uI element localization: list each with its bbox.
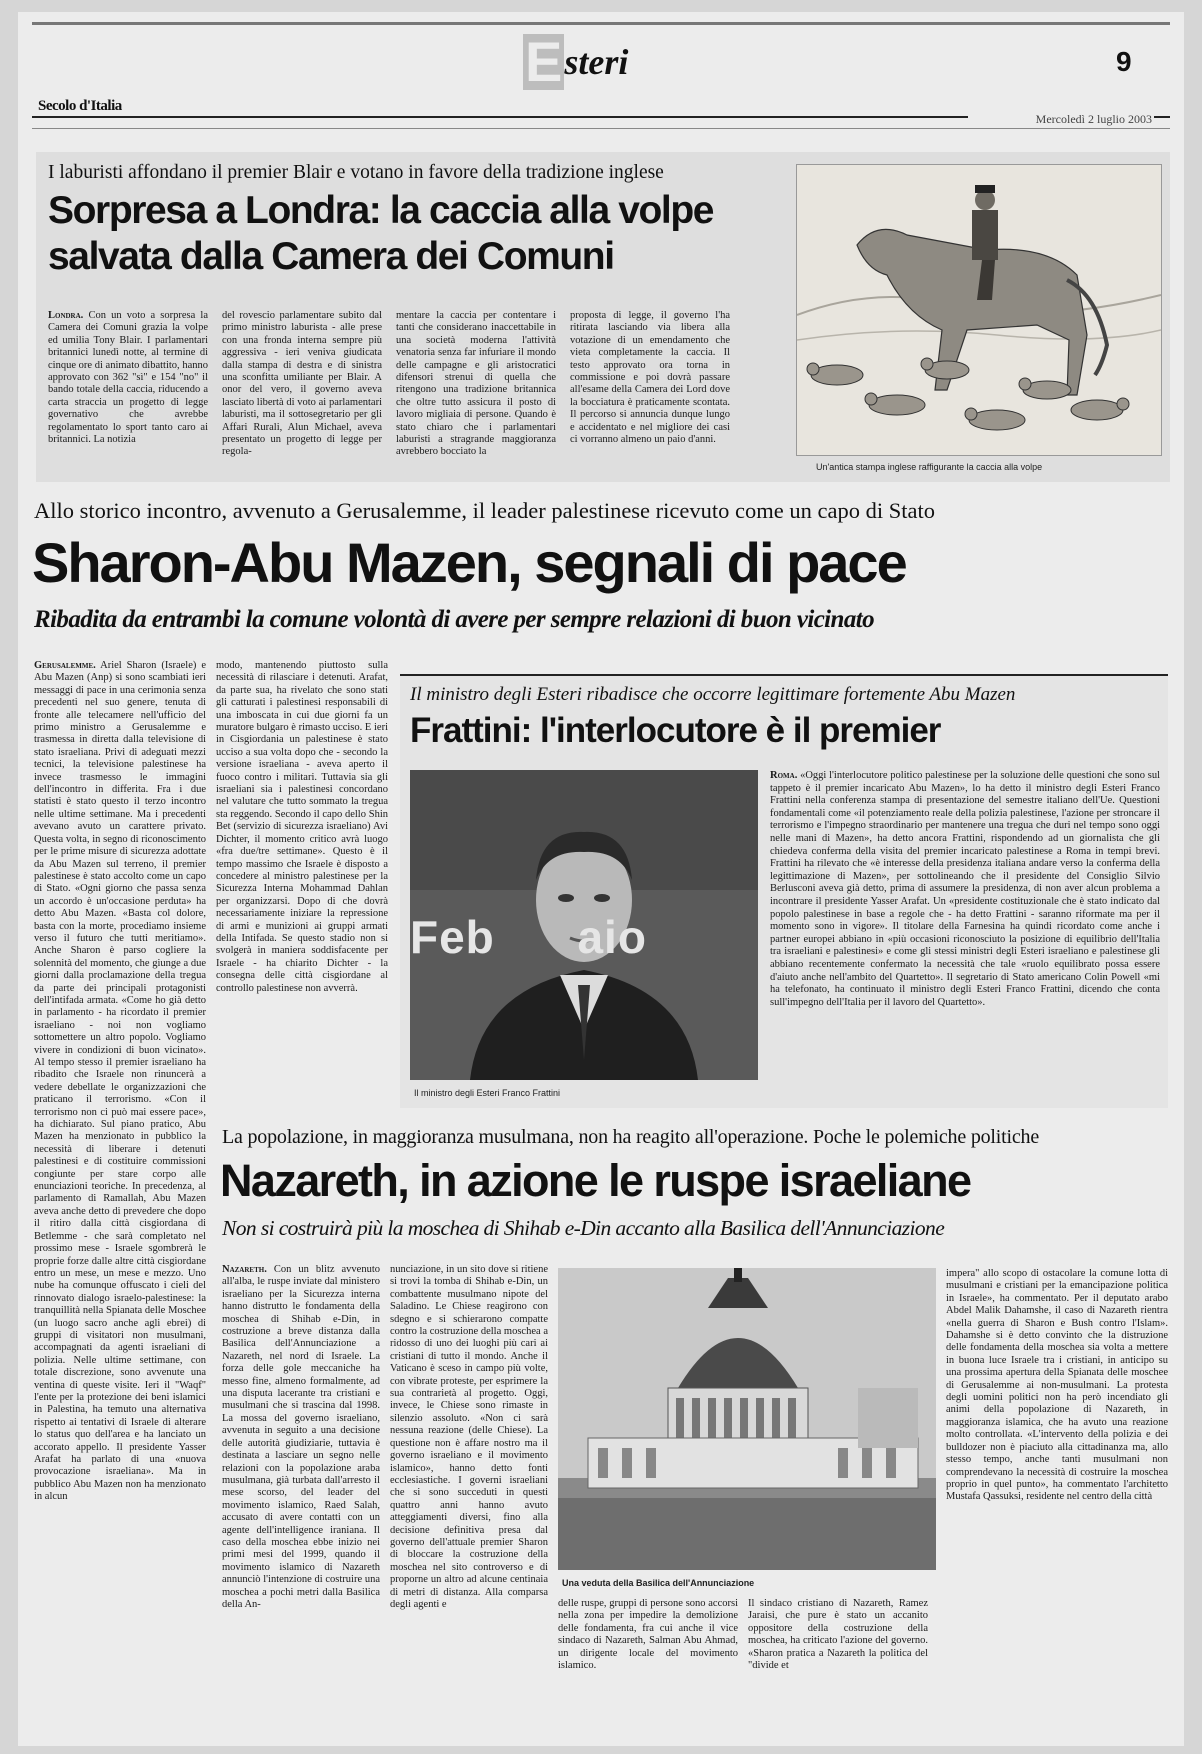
article3-kicker: Il ministro degli Esteri ribadisce che occorre legittimare fortemente Abu Mazen: [410, 684, 1016, 705]
article2-col1-text: Ariel Sharon (Israele) e Abu Mazen (Anp) si sono scambiati ieri messaggi di pace in una cerimonia senza precedenti nel suo genere, tenuta di fronte alle telecamere nell'ufficio del primo ministro a Gerusalemme e trasmessa in diretta dalla televisione di stato israeliana. Privi di adeguati mezzi tecnici, la televisione palestinese ha invece trasmesso le immagini dell'incontro in differita. Fra i due statisti è stato questo il terzo incontro nelle ultime settimane. Ma i precedenti avevano avuto un carattere privato. Questa volta, in segno di riconoscimento per le prime misure di sicurezza adottate da Abu Mazen sul terreno, il premier palestinese è stato accolto come un capo di Stato. «Ogni giorno che passa senza un accordo è un'occasione perduta» ha detto Abu Mazen. «Basta col dolore, basta con la morte, procediamo insieme verso il futuro che tutti meritiamo». Anche Sharon è parso cogliere la solennità del momento, che giunge a due giorni dalla proclamazione della tregua da parte dei principali protagonisti dell'intifada armata. «Come ho già detto in parlamento - ha ricordato il premier israeliano - noi non vogliamo sottomettere un altro popolo. Vogliamo vivere in condizioni di buon vicinato». Al tempo stesso il premier israeliano ha ribadito che Israele non rinuncerà a vedere debellate le organizzazioni che praticano il terrorismo. «Con il terrorismo non ci può mai essere pace», ha dichiarato. Sul piano pratico, Abu Mazen ha menzionato in pubblico la necessità di liberare i detenuti palestinesi e di costituire commissioni congiunte per stare corpo alle enunciazioni teoriche. In precedenza, al parlamento di Ramallah, Abu Mazen aveva anche detto di prevedere che dopo il ritiro dalla città cisgiordana di Betlemme - che sarà completato nel prossimo mese - Israele sgombrerà le proprie forze dalle altre città cisgiordane entro un mese, un mese e mezzo. Uno nube ha comunque offuscato i cieli del rinnovato dialogo israelo-palestinese: la tranquillità nella Spianata delle Moschee (un luogo sacro anche agli ebrei) di gruppi di visitatori non musulmani, accompagnati da agenti israeliani di polizia. Nelle ultime settimane, con totale discrezione, sono avvenute una ventina di queste visite. Ieri il "Waqf" l'ente per la protezione dei beni islamici in Palestina, ha temuto una alternativa rispetto ai tentativi di Israele di alterare lo status quo dell'area e ha lanciato un accorato appello. Il presidente Yasser Arafat ha parlato di una «nuova provocazione israeliana». Ma in pubblico Abu Mazen non ha menzionato in alcun: [34, 660, 206, 1503]
newspaper-page: [18, 12, 1184, 1746]
article2-subhead: Ribadita da entrambi la comune volontà di avere per sempre relazioni di buon vicinato: [34, 606, 874, 633]
article1-col1: [48, 310, 208, 470]
article4-col3: delle ruspe, gruppi di persone sono accorsi nella zona per impedire la demolizione delle fondamenta, fra cui anche il vice sindaco di Nazareth, Salman Abu Ahmad, un dirigente locale del movimento islamico.: [558, 1598, 738, 1672]
article4-subhead: Non si costruirà più la moschea di Shihab e-Din accanto alla Basilica dell'Annunciazione: [222, 1216, 945, 1240]
frattini-photo: [410, 770, 758, 1080]
article4-dateline: Nazareth.: [222, 1264, 267, 1275]
article-frattini: [400, 674, 1168, 1108]
article3-dateline: Roma.: [770, 770, 798, 781]
article1-col3: mentare la caccia per contentare i tanti che considerano inaccettabile in una società moderna l'attività venatoria senza far infuriare il mondo delle campagne e gli aristocratici difensori strenui di quella che ritengono una tradizione britannica che oltre tutto assicura il posto di lavoro migliaia di persone. Quando è stato chiaro che i parlamentari laburisti a stragrande maggioranza avrebbero bocciato la: [396, 310, 556, 458]
basilica-illustration: [558, 1268, 936, 1570]
article4-col1: [222, 1264, 380, 1738]
article4-col2: nunciazione, in un sito dove si ritiene si trovi la tomba di Shihab e-Din, un combattente musulmano nipote del Saladino. Le Chiese reagirono con sdegno e si schierarono compatte contro la costruzione della moschea a ridosso di uno dei luoghi più cari ai cristiani di tutto il mondo. Anche il Vaticano è sceso in campo più volte, con vibrate proteste, per esprimere la sua contrarietà al progetto. Oggi, invece, le Chiese sono rimaste in silenzio assoluto. «Non ci sarà nessuna reazione (delle Chiese). La questione non è affare nostro ma il governo israeliano e il movimento islamico», hanno detto fonti ecclesiastiche. I governi israeliani che si sono succeduti in questi quattro anni hanno avuto atteggiamenti diversi, fino alla decisione definitiva presa dal governo dell'attuale premier Sharon di bloccare la costruzione della moschea nel sito controverso e di proporne un altro ad alcune centinaia di metri di distanza. Alla comparsa degli agenti e: [390, 1264, 548, 1610]
article4-headline: Nazareth, in azione le ruspe israeliane: [220, 1155, 971, 1206]
section-initial: E: [525, 30, 563, 93]
article1-col4: proposta di legge, il governo l'ha ritirata lasciando via libera alla votazione di un emendamento che vieta completamente la caccia. Il testo approvato ora torna in commissione e poi dovrà passare all'esame della Camera dei Lord dove la bocciatura è praticamente scontata. Il percorso si annuncia dunque lungo e accidentato e nel migliore dei casi ci vorranno almeno un paio d'anni.: [570, 310, 730, 446]
article3-body-text: «Oggi l'interlocutore politico palestinese per la soluzione delle questioni che sono sul tappeto è il premier incaricato Abu Mazen», lo ha detto il ministro degli Esteri Franco Frattini nella conferenza stampa di presentazione del semestre italiano dell'Ue. Questioni fondamentali come «il potenziamento reale della polizia palestinese, l'azione per stroncare il terrorismo e l'impegno straordinario per mantenere una tregua che duri nel tempo sono oggi nelle mani di Mazen», ha detto ancora Frattini, rispondendo ad un giornalista che gli chiedeva conferma della visita del premier incaricato palestinese a Roma in tempi brevi. Frattini ha rilevato che «è interesse della presidenza italiana andare verso la conferma della legittimazione di Mazen», per sottolineando che il presidente del Consiglio Silvio Berlusconi aveva già detto, prima di assumere la presidenza, di non aver alcun problema a incontrare il presidente Yasser Arafat. Un «presidente costituzionale che è stato indicato dal popolo palestinese in base a regole che - ha detto Frattini - saranno riformate ma per il momento sono in vigore». Il titolare della Farnesina ha quindi ricordato come anche i partner europei abbiano in «più occasioni riconosciuto la posizione di equilibrio dell'Italia tra israeliani e palestinesi» e come gli stessi ministri degli Esteri israeliano e palestinese gli abbiano recentemente confermato la necessità che tale «ruolo equilibrato possa essere d'aiuto anche nell'ambito del Quartetto». Il segretario di Stato americano Colin Powell «mi ha telefonato, ha continuato il ministro degli Esteri Franco Frattini, dicendo che conta sull'impegno dell'Italia per il lavoro del Quartetto».: [770, 770, 1160, 1008]
article4-caption: Una veduta della Basilica dell'Annunciazione: [562, 1578, 755, 1588]
article4-col1-text: Con un blitz avvenuto all'alba, le ruspe inviate dal ministero israeliano per la Sicurezza interna hanno distrutto le fondamenta della moschea di Shihab e-Din, in costruzione a breve distanza dalla Basilica dell'Annunciazione a Nazareth, nel nord di Israele. La forza delle gole meccaniche ha messo fine, almeno formalmente, ad una disputa lacerante tra cristiani e musulmani che si trascina dal 1998. La mossa del governo israeliano, avvenuta in seguito a una decisione delle autorità giudiziarie, tuttavia è destinata a lasciare un segno nelle relazioni con la popolazione araba musulmana, già turbata dall'arresto il mese scorso, del leader del movimento islamico, Raed Salah, accusato di avere contatti con un agente dell'intelligence iraniana. Il caso della moschea ebbe inizio nei primi mesi del 1999, quando il movimento islamico di Nazareth annunciò l'intenzione di costruire una moschea a pochi metri dalla Basilica della An-: [222, 1264, 380, 1610]
article1-headline-line2: salvata dalla Camera dei Comuni: [48, 235, 614, 278]
fox-hunt-engraving: [796, 164, 1162, 456]
section-rest: steri: [564, 42, 629, 82]
article1-caption: Un'antica stampa inglese raffigurante la caccia alla volpe: [816, 462, 1043, 472]
article1-col2: del rovescio parlamentare subito dal primo ministro laburista - alle prese con una fronda interna sempre più aggressiva - ieri veniva giudicata dalla stampa di destra e di sinistra una sconfitta umiliante per Blair. A onor del vero, il governo aveva lasciato libertà di voto ai parlamentari laburisti, ma il sottosegretario per gli Affari Rurali, Alun Michael, aveva presentato un progetto di legge per regola-: [222, 310, 382, 458]
article4-col4: Il sindaco cristiano di Nazareth, Ramez Jaraisi, che pure è stato un accanito oppositore della costruzione della moschea, ha criticato l'azione del governo. «Sharon pratica a Nazareth la politica del "divide et: [748, 1598, 928, 1672]
article2-dateline: Gerusalemme.: [34, 660, 96, 671]
article2-kicker: Allo storico incontro, avvenuto a Gerusalemme, il leader palestinese ricevuto come un capo di Stato: [34, 498, 935, 523]
top-rule: [32, 22, 1170, 25]
basilica-photo: [558, 1268, 936, 1570]
article-fox-hunting: [36, 152, 1170, 482]
date: Mercoledì 2 luglio 2003: [968, 112, 1154, 127]
section-title: [523, 30, 629, 94]
article1-dateline: Londra.: [48, 310, 84, 321]
article1-kicker: I laburisti affondano il premier Blair e votano in favore della tradizione inglese: [48, 162, 664, 183]
article2-col1: [34, 660, 206, 1738]
article1-headline-line1: Sorpresa a Londra: la caccia alla volpe: [48, 189, 714, 232]
article4-col5: impera" allo scopo di ostacolare la comune lotta di musulmani e cristiani per la emancipazione politica in Israele», ha commentato. Per il deputato arabo Abdel Malik Dahamshe, il caso di Nazareth rientra «nella guerra di Sharon e Bush contro l'Islam». Dahamshe si è detto convinto che la distruzione delle fondamenta della moschea sia volta a mettere in buona luce Israele tra i cristiani, in anticipo su una prossima apertura della Spianata delle moschee di Gerusalemme ai non-musulmani. La protesta degli uomini politici non ha però incendiato gli animi della popolazione di Nazareth, in maggioranza islamica, che ha avuto una reazione molto controllata. «L'intervento della polizia e dei bulldozer non è piaciuto alla cittadinanza ma, allo stesso tempo, anche tanti musulmani non comprendevano la necessità di costruire la moschea proprio in quel punto», ha commentato l'architetto Mustafa Qassuksi, residente nel centro della città: [946, 1268, 1168, 1503]
page-number: 9: [1116, 46, 1132, 77]
article1-col1-text: Con un voto a sorpresa la Camera dei Comuni grazia la volpe ed umilia Tony Blair. I parlamentari britannici lunedì notte, al termine di cinque ore di animato dibattito, hanno approvato con 362 "sì" e 154 "no" il bando totale della caccia, riducendo a carta straccia un progetto di legge governativo che avrebbe regolamentato lo sport tanto caro ai britannici. La notizia: [48, 310, 208, 446]
article4-kicker: La popolazione, in maggioranza musulmana, non ha reagito all'operazione. Poche le polemiche politiche: [222, 1126, 1039, 1148]
article3-body: [770, 770, 1160, 1100]
article2-col2: modo, mantenendo piuttosto sulla necessità di rilasciare i detenuti. Arafat, da parte sua, ha rivelato che sono stati gli catturati i palestinesi responsabili di una imboscata in cui due giorni fa un muratore bulgaro è rimasto ucciso. E ieri in Cisgiordania un palestinese è stato ucciso a sua volta dopo che - secondo la versione israeliana - aveva aperto il fuoco contro i militari. Tuttavia sia gli israeliani sia i palestinesi concordano nel valutare che tutto sommato la tregua sta reggendo. Secondo il capo dello Shin Bet (servizio di sicurezza israeliano) Avi Dichter, il momento critico avrà luogo «fra due/tre settimane». Questo è il tempo massimo che Israele è disposto a concedere al ministro palestinese per la Sicurezza Interna Mohammad Dahlan per organizzarsi. Dopo di che dovrà necessariamente iniziare la repressione di armi e munizioni ai gruppi armati della Intifada. Se questo stadio non si svolgerà in maniera soddisfacente per Israele - ha chiarito Dichter - la consegna delle città cisgiordane al controllo palestinese non avverrà.: [216, 660, 388, 994]
masthead: Secolo d'Italia: [38, 98, 122, 114]
fox-hunt-illustration: [797, 165, 1161, 455]
article3-headline: Frattini: l'interlocutore è il premier: [410, 711, 941, 750]
article2-headline: Sharon-Abu Mazen, segnali di pace: [32, 531, 906, 594]
photo-banner-text: Feb aio: [410, 911, 647, 963]
article3-caption: Il ministro degli Esteri Franco Frattini: [414, 1088, 561, 1098]
header-rule-2: [32, 128, 1170, 129]
